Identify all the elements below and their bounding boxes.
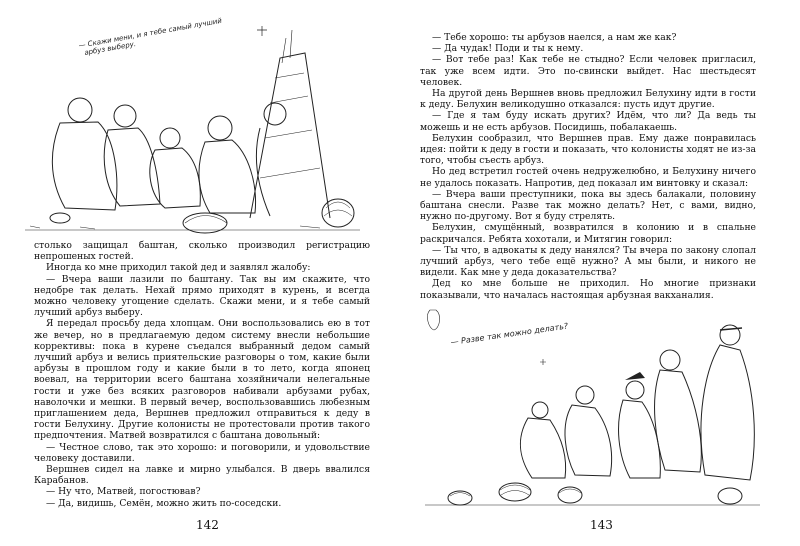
paragraph: — Да чудак! Поди и ты к нему. — [432, 43, 584, 55]
illustration-boys-and-melons — [420, 300, 765, 510]
illustration-caption-left: — Скажи мени, и я тебе самый лучший арбуз выберу. — [78, 16, 223, 58]
paragraph: Иногда ко мне приходил такой дед и заявлял жалобу: — [46, 262, 311, 274]
paragraph: Дед ко мне больше не приходил. Но многие признаки показывали, что началась настоящая арбузная вакханалия. — [420, 278, 756, 301]
paragraph: Я передал просьбу деда хлопцам. Они воспользовались ею в тот же вечер, но в предлагаемую дедом систему внесли небольшие коррективы: пока в курене съедался выбранный дедом самый лучший арбуз и велись приятельские разговоры о том, какие были арбузы в прошлом году и какие были в то лето, когда японец воевал, на территории всего баштана хозяйничали нелегальные гости и уже без всяких разговоров набивали арбузами рубах, наволочки и мешки. В первый вечер, воспользовавшись любезным приглашением деда, Вершнев предложил отправиться к деду в гости Белухину. Другие колонисты не протестовали против такого предпочтения. Матвей возвратился с баштана довольный: — [34, 318, 370, 442]
illustration-caption-right: — Разве так можно делать? — [450, 321, 569, 347]
paragraph: Вершнев сидел на лавке и мирно улыбался. В дверь ввалился Карабанов. — [34, 464, 370, 487]
paragraph: — Вчера ваши лазили по баштану. Так вы им скажите, что недобре так делать. Нехай прямо приходят в курень, и всегда можно человеку угощение сделать. Скажи мени, и я тебе самый лучший арбуз выберу. — [34, 273, 370, 319]
page-number-right: 143 — [590, 518, 613, 532]
paragraph: — Тебе хорошо: ты арбузов наелся, а нам же как? — [432, 32, 677, 43]
illustration-watermelon-feast — [20, 18, 365, 236]
paragraph: — Ну что, Матвей, погостював? — [46, 486, 201, 498]
paragraph: — Ты что, в адвокаты к деду нанялся? Ты вчера по закону слопал лучший арбуз, чего тебе ещё нужно? А мы были, и никого не видели. Как мне у деда доказательства? — [420, 244, 756, 279]
page-number-left: 142 — [196, 518, 219, 532]
paragraph: — Да, видишь, Семён, можно жить по-соседски. — [46, 497, 282, 509]
paragraph: Но дед встретил гостей очень недружелюбно, и Белухину ничего не удалось показать. Напротив, дед показал им винтовку и сказал: — [420, 166, 756, 189]
left-page-text — [34, 240, 370, 509]
paragraph: Белухин, смущённый, возвратился в колонию и в спальне раскричался. Ребята хохотали, и Митягин говорил: — [420, 222, 756, 245]
paragraph: На другой день Вершнев вновь предложил Белухину идти в гости к деду. Белухин великодушно отказался: пусть идут другие. — [420, 88, 756, 111]
paragraph: столько защищал баштан, сколько производил регистрацию непрошеных гостей. — [34, 240, 370, 263]
paragraph: — Вчера ваши преступники, пока вы здесь балакали, половину баштана снесли. Разве так можно делать? Нет, с вами, видно, нужно по-другому. Вот я буду стрелять. — [420, 188, 756, 223]
paragraph: — Честное слово, так это хорошо: и поговорили, и удовольствие человеку доставили. — [34, 441, 370, 464]
paragraph: Белухин сообразил, что Вершнев прав. Ему даже понравилась идея: пойти к деду в гости и показать, что колонисты ходят не из-за того, чтобы съесть арбуз. — [420, 132, 756, 167]
paragraph: — Вот тебе раз! Как тебе не стыдно? Если человек пригласил, так уже всем идти. Это по-свински выйдет. Нас шестьдесят человек. — [420, 54, 756, 88]
paragraph: — Где я там буду искать других? Идём, что ли? Да ведь ты можешь и не есть арбузов. Посидишь, побалакаешь. — [420, 110, 756, 133]
right-page-text — [420, 32, 756, 301]
